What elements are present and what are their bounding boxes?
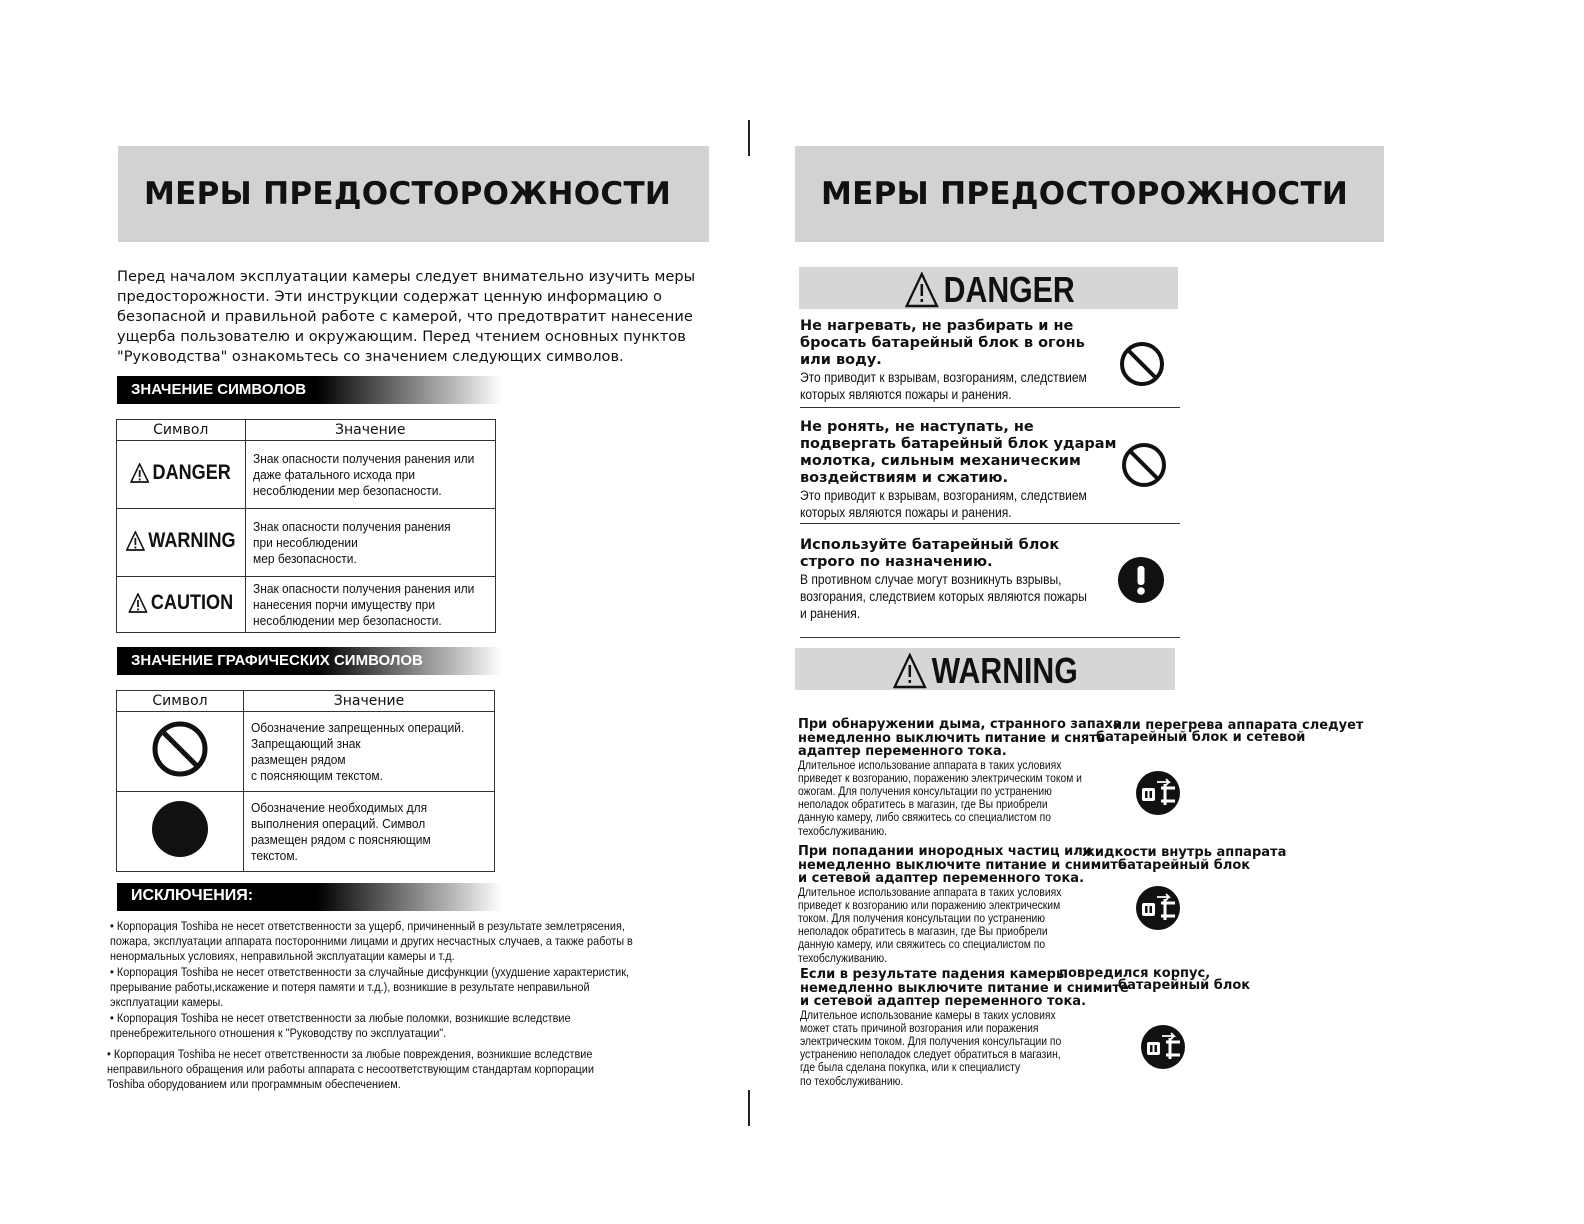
item-heading: и сетевой адаптер переменного тока.: [798, 871, 1085, 886]
mandatory-icon: [150, 799, 210, 859]
exclusion-item: [110, 965, 670, 1010]
item-body: ожогам. Для получения консультации по устранению: [798, 783, 1052, 798]
divider: [800, 637, 1180, 638]
meaning-line: выполнения операций. Символ: [251, 815, 426, 831]
warning-triangle-icon: [905, 272, 939, 308]
item-heading: немедленно выключите питание и снимите: [800, 980, 1129, 996]
intro-line: "Руководства" ознакомьтесь со значением следующих символов.: [117, 348, 624, 365]
item-heading: или воду.: [800, 352, 882, 368]
warning-bar: [795, 648, 1175, 690]
page-title: МЕРЫ ПРЕДОСТОРОЖНОСТИ: [821, 176, 1349, 212]
item-body: техобслуживанию.: [798, 950, 888, 965]
item-body: Длительное использование камеры в таких условиях: [800, 1007, 1056, 1022]
meaning-line: Запрещающий знак: [251, 735, 361, 751]
warning-triangle-icon: [126, 531, 145, 551]
meaning-line: несоблюдении мер безопасности.: [252, 612, 442, 628]
item-body: Это приводит к взрывам, возгораниям, следствием: [800, 370, 1087, 385]
item-body: где была сделана покупка, или к специалисту: [800, 1060, 1021, 1075]
item-heading: подвергать батарейный блок ударам: [800, 436, 1117, 452]
item-body: по техобслуживанию.: [800, 1073, 904, 1088]
table-row: [117, 712, 495, 792]
item-body: данную камеру, или свяжитесь со специалистом по: [798, 937, 1046, 952]
item-heading-right: жидкости внутрь аппарата: [1082, 845, 1287, 860]
exclusion-line: эксплуатации камеры.: [110, 995, 224, 1009]
caution-symbol: [128, 591, 233, 615]
exclusion-line: • Корпорация Toshiba не несет ответственности за любые поломки, возникшие вследствие: [110, 1011, 571, 1025]
item-heading: немедленно выключить питание и снять: [798, 730, 1106, 746]
meaning-cell: [245, 577, 496, 633]
item-heading: строго по назначению.: [800, 554, 993, 570]
warning-label: WARNING: [148, 529, 236, 552]
symbol-cell: [117, 441, 246, 509]
item-body: данную камеру, либо свяжитесь со специалистом по: [798, 810, 1051, 825]
meaning-line: Обозначение необходимых для: [251, 799, 428, 815]
mandatory-icon: [1117, 556, 1165, 604]
intro-line: безопасной и правильной работе с камерой, что предотвратит нанесение: [117, 308, 693, 325]
table-row: [117, 509, 496, 577]
meaning-line: даже фатального исхода при: [252, 466, 415, 482]
prohibited-icon: [151, 720, 209, 778]
table-row: [117, 792, 495, 872]
meaning-line: Обозначение запрещенных операций.: [251, 719, 465, 735]
item-body: приведет к возгоранию или поражению электрическим: [798, 897, 1061, 912]
page-divider-top: [748, 120, 750, 156]
meaning-line: размещен рядом: [251, 751, 346, 767]
intro-paragraph: [117, 267, 717, 367]
meaning-cell: [245, 509, 496, 577]
exclusion-line: Toshiba оборудованием или программным обеспечением.: [107, 1077, 401, 1091]
item-heading: немедленно выключите питание и снимите: [798, 857, 1127, 873]
warning-item: [800, 968, 1129, 1088]
page-divider-bottom: [748, 1090, 750, 1126]
left-page-title-bar: [118, 146, 709, 242]
prohibited-icon: [1120, 441, 1168, 489]
item-heading: При попадании инородных частиц или: [798, 844, 1092, 859]
divider: [800, 523, 1180, 524]
danger-label: DANGER: [943, 269, 1075, 310]
exclusions-heading: ИСКЛЮЧЕНИЯ:: [131, 887, 254, 904]
danger-label: DANGER: [152, 461, 232, 484]
danger-item: [800, 318, 1119, 403]
meaning-line: Знак опасности получения ранения: [252, 518, 451, 534]
item-body: В противном случае могут возникнуть взрывы,: [800, 572, 1062, 587]
exclusion-line: • Корпорация Toshiba не несет ответственности за любые повреждения, возникшие вследствие: [107, 1047, 593, 1061]
item-body: устранению неполадок следует обратиться в магазин,: [800, 1047, 1061, 1062]
item-body: электрическим током. Для получения консультации по: [800, 1033, 1062, 1048]
header-meaning: Значение: [244, 691, 495, 712]
meaning-line: размещен рядом с поясняющим: [251, 831, 431, 847]
meaning-cell: [244, 712, 495, 792]
page-title: МЕРЫ ПРЕДОСТОРОЖНОСТИ: [144, 176, 672, 212]
header-symbol: Символ: [117, 420, 246, 441]
meaning-line: при несоблюдении: [252, 534, 358, 550]
caution-label: CAUTION: [150, 591, 234, 614]
exclusion-item: [110, 919, 670, 964]
item-heading: бросать батарейный блок в огонь: [800, 335, 1085, 351]
divider: [800, 407, 1180, 408]
symbol-cell: [117, 509, 246, 577]
item-body: возгорания, следствием которых являются пожары: [800, 589, 1087, 604]
warning-item: [798, 718, 1128, 838]
graphic-heading: ЗНАЧЕНИЕ ГРАФИЧЕСКИХ СИМВОЛОВ: [131, 652, 423, 669]
header-meaning: Значение: [245, 420, 496, 441]
danger-item: [800, 537, 1119, 622]
symbol-cell: [117, 712, 244, 792]
warning-triangle-icon: [893, 653, 927, 689]
exclusion-line: прерывание работы,искажение и потеря памяти и т.д.), возникшие в результате неправильной: [110, 980, 590, 994]
exclusion-item: [110, 1011, 670, 1041]
item-body: техобслуживанию.: [798, 823, 888, 838]
unplug-icon: [1140, 1024, 1186, 1070]
item-heading: Не ронять, не наступать, не: [800, 419, 1034, 435]
item-heading: При обнаружении дыма, странного запаха: [798, 717, 1122, 732]
symbol-cell: [117, 577, 246, 633]
exclusion-line: • Корпорация Toshiba не несет ответственности за случайные дисфункции (ухудшение характеристик,: [110, 965, 630, 979]
warning-label: WARNING: [931, 650, 1078, 691]
meaning-line: нанесения порчи имуществу при: [252, 596, 435, 612]
meaning-line: Знак опасности получения ранения или: [252, 450, 474, 466]
meaning-line: несоблюдении мер безопасности.: [252, 482, 442, 498]
exclusions-heading-bar: [117, 883, 502, 911]
item-body: Длительное использование аппарата в таких условиях: [798, 757, 1062, 772]
item-heading-right: батарейный блок и сетевой: [1096, 730, 1306, 745]
meaning-line: с поясняющим текстом.: [251, 767, 383, 783]
symbols-heading: ЗНАЧЕНИЕ СИМВОЛОВ: [131, 381, 307, 398]
symbols-heading-bar: [117, 376, 502, 404]
exclusion-item: [107, 1047, 667, 1092]
item-heading: адаптер переменного тока.: [798, 744, 1007, 759]
intro-line: предосторожности. Эти инструкции содержат ценную информацию о: [117, 288, 662, 305]
table-header-row: [117, 691, 495, 712]
unplug-icon: [1135, 885, 1181, 931]
exclusion-line: неправильного обращения или работы аппарата с несоответствующим стандартам корпорации: [107, 1062, 594, 1076]
item-heading: молотка, сильным механическим: [800, 453, 1081, 469]
table-row: [117, 441, 496, 509]
item-heading: Не нагревать, не разбирать и не: [800, 318, 1074, 334]
meaning-cell: [244, 792, 495, 872]
symbols-table: [116, 419, 496, 633]
unplug-icon: [1135, 770, 1181, 816]
right-page-title-bar: [795, 146, 1384, 242]
table-row: [117, 577, 496, 633]
meaning-line: мер безопасности.: [252, 550, 357, 566]
table-header-row: [117, 420, 496, 441]
danger-bar: [799, 267, 1178, 309]
meaning-cell: [245, 441, 496, 509]
item-heading-right: батарейный блок: [1118, 858, 1251, 873]
item-heading: воздействиям и сжатию.: [800, 470, 1008, 486]
item-body: может стать причиной возгорания или поражения: [800, 1020, 1039, 1035]
item-body: и ранения.: [800, 606, 861, 621]
item-body: неполадок обратитесь в магазин, где Вы приобрели: [798, 924, 1048, 939]
header-symbol: Символ: [117, 691, 244, 712]
item-body: Это приводит к взрывам, возгораниям, следствием: [800, 488, 1087, 503]
item-heading: и сетевой адаптер переменного тока.: [800, 994, 1087, 1009]
warning-triangle-icon: [130, 463, 149, 483]
item-body: неполадок обратитесь в магазин, где Вы приобрели: [798, 797, 1048, 812]
item-heading-right: батарейный блок: [1118, 978, 1251, 993]
warning-item: [798, 845, 1127, 965]
graphic-symbols-table: [116, 690, 495, 872]
item-body: приведет к возгоранию, поражению электрическим током и: [798, 770, 1082, 785]
warning-heading: [893, 650, 1078, 692]
danger-item: [800, 419, 1119, 521]
exclusion-line: пожара, эксплуатации аппарата посторонними лицами и других несчастных случаев, а также работы в: [110, 934, 633, 948]
intro-line: ущерба пользователю и окружающим. Перед чтением основных пунктов: [117, 328, 686, 345]
prohibited-icon: [1118, 340, 1166, 388]
exclusion-line: • Корпорация Toshiba не несет ответственности за ущерб, причиненный в результате землетрясения,: [110, 919, 625, 933]
meaning-line: Знак опасности получения ранения или: [252, 580, 474, 596]
danger-heading: [905, 269, 1075, 311]
exclusion-line: ненормальных условиях, неправильной эксплуатации камеры и т.д.: [110, 949, 455, 963]
item-heading-right: повредился корпус,: [1059, 966, 1211, 981]
danger-symbol: [130, 461, 231, 485]
item-heading: Если в результате падения камеры: [800, 967, 1068, 982]
warning-symbol: [126, 529, 236, 553]
graphic-heading-bar: [117, 647, 502, 675]
meaning-line: текстом.: [251, 847, 298, 863]
exclusion-line: пренебрежительного отношения к "Руководству по эксплуатации".: [110, 1026, 447, 1040]
item-body: током. Для получения консультации по устранению: [798, 910, 1045, 925]
item-heading-right: или перегрева аппарата следует: [1113, 718, 1364, 733]
item-body: Длительное использование аппарата в таких условиях: [798, 884, 1062, 899]
intro-line: Перед началом эксплуатации камеры следует внимательно изучить меры: [117, 268, 696, 285]
item-body: которых являются пожары и ранения.: [800, 387, 1012, 402]
symbol-cell: [117, 792, 244, 872]
warning-triangle-icon: [128, 593, 147, 613]
item-heading: Используйте батарейный блок: [800, 537, 1060, 553]
item-body: которых являются пожары и ранения.: [800, 505, 1012, 520]
